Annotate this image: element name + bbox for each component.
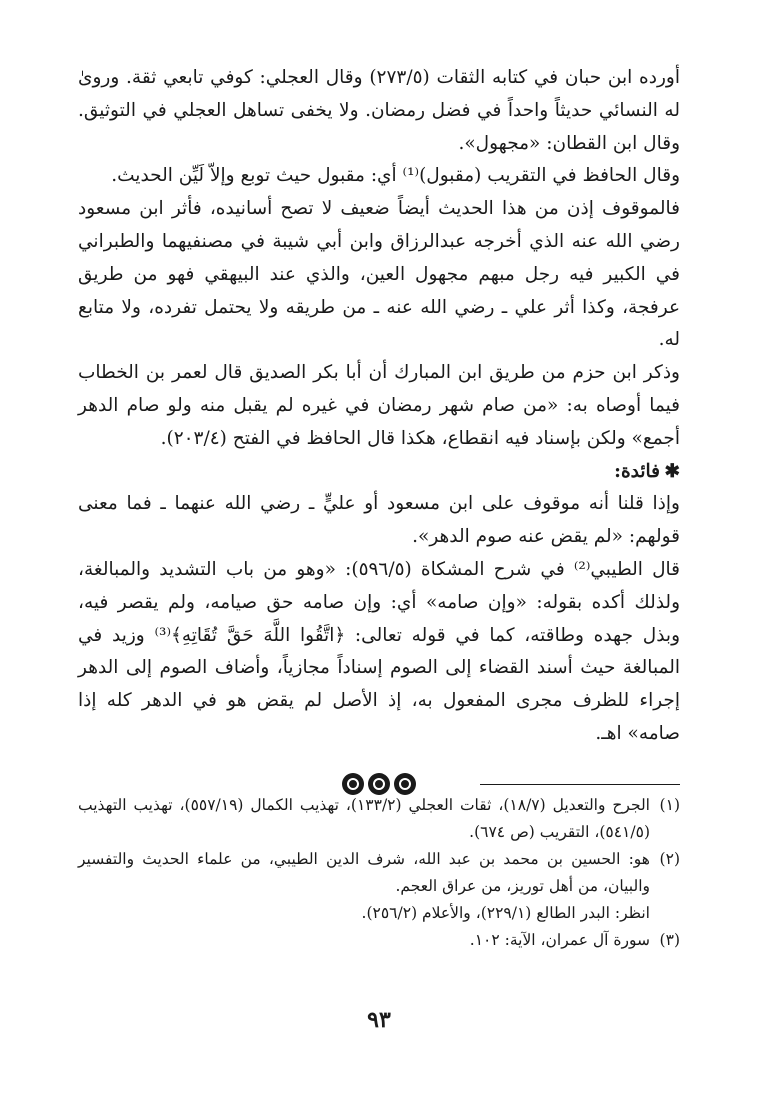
benefit-heading: فائدة: <box>614 460 660 482</box>
footnote-separator <box>480 784 680 785</box>
paragraph-mawquf: فالموقوف إذن من هذا الحديث أيضاً ضعيف لا تصح أسانيده، فأثر ابن مسعود رضي الله عنه الذي أخرجه عبدالرزاق وابن أبي شيبة في مصنفيهما والطبراني في الكبير فيه رجل مبهم مجهول العين، والذي عند البيهقي فهو من طريق عرفجة، وكذا أثر علي ـ رضي الله عنه ـ من طريقه ولا يحتمل تفرده، ولا متابع له. <box>78 198 680 351</box>
footnote-text: انظر: البدر الطالع (٢٢٩/١)، والأعلام (٢٥٦/٢). <box>361 904 650 922</box>
paragraph-benefit-question: وإذا قلنا أنه موقوف على ابن مسعود أو عليٍّ ـ رضي الله عنهما ـ فما معنى قولهم: «لم يقض عنه صوم الدهر». <box>78 493 680 548</box>
footnote-text: سورة آل عمران، الآية: ١٠٢. <box>469 931 650 949</box>
footnote-2 <box>78 846 680 927</box>
paragraph-tibi: قال الطيبي⁽²⁾ في شرح المشكاة (٥٩٦/٥): «وهو من باب التشديد والمبالغة، ولذلك أكده بقوله: «وإن صامه» أي: وإن صامه حق صيامه، ولم يقصر فيه، وبذل جهده وطاقته، كما في قوله تعالى: ﴿اتَّقُوا اللَّهَ حَقَّ تُقَاتِهِ﴾⁽³⁾ وزيد في المبالغة حيث أسند القضاء إلى الصوم إسناداً مجازياً، وأضاف الصوم إلى الدهر إجراء للظرف مجرى المفعول به، إذ الأصل لم يقض هو في الدهر كله إذا صامه» اهـ. <box>78 558 681 744</box>
main-text <box>78 62 680 803</box>
paragraph-taqrib: وقال الحافظ في التقريب (مقبول)⁽¹⁾ أي: مقبول حيث توبع وإلاّ لَيِّن الحديث. <box>111 165 680 187</box>
page-number: ٩٣ <box>367 1007 391 1033</box>
footnote-number: (٣) <box>659 931 680 949</box>
footnote-number: (١) <box>659 796 680 814</box>
footnotes <box>78 792 680 954</box>
book-page <box>78 62 680 1072</box>
benefit-heading-row <box>78 456 680 489</box>
footnote-text: هو: الحسين بن محمد بن عبد الله، شرف الدين الطيبي، من علماء الحديث والتفسير والبيان، من أهل توريز، من عراق العجم. <box>78 850 650 895</box>
footnote-number: (٢) <box>659 850 680 868</box>
paragraph-ibn-hazm: وذكر ابن حزم من طريق ابن المبارك أن أبا بكر الصديق قال لعمر بن الخطاب فيما أوصاه به: «من صام شهر رمضان في غيره لم يقبل منه ولو صام الدهر أجمع» ولكن بإسناد فيه انقطاع، هكذا قال الحافظ في الفتح (٢٠٣/٤). <box>78 362 680 449</box>
asterisk-icon: ✱ <box>664 460 680 482</box>
paragraph-ibn-hibban: أورده ابن حبان في كتابه الثقات (٢٧٣/٥) وقال العجلي: كوفي تابعي ثقة. ورویٰ له النسائي حديثاً واحداً في فضل رمضان. ولا يخفى تساهل العجلي في التوثيق. وقال ابن القطان: «مجهول». <box>78 67 680 154</box>
footnote-3 <box>78 927 680 954</box>
footnote-text: الجرح والتعديل (١٨/٧)، ثقات العجلي (١٣٣/٢)، تهذيب الكمال (٥٥٧/١٩)، تهذيب التهذيب (٥٤١/٥)، التقريب (ص ٦٧٤). <box>78 796 650 841</box>
footnote-1 <box>78 792 680 846</box>
